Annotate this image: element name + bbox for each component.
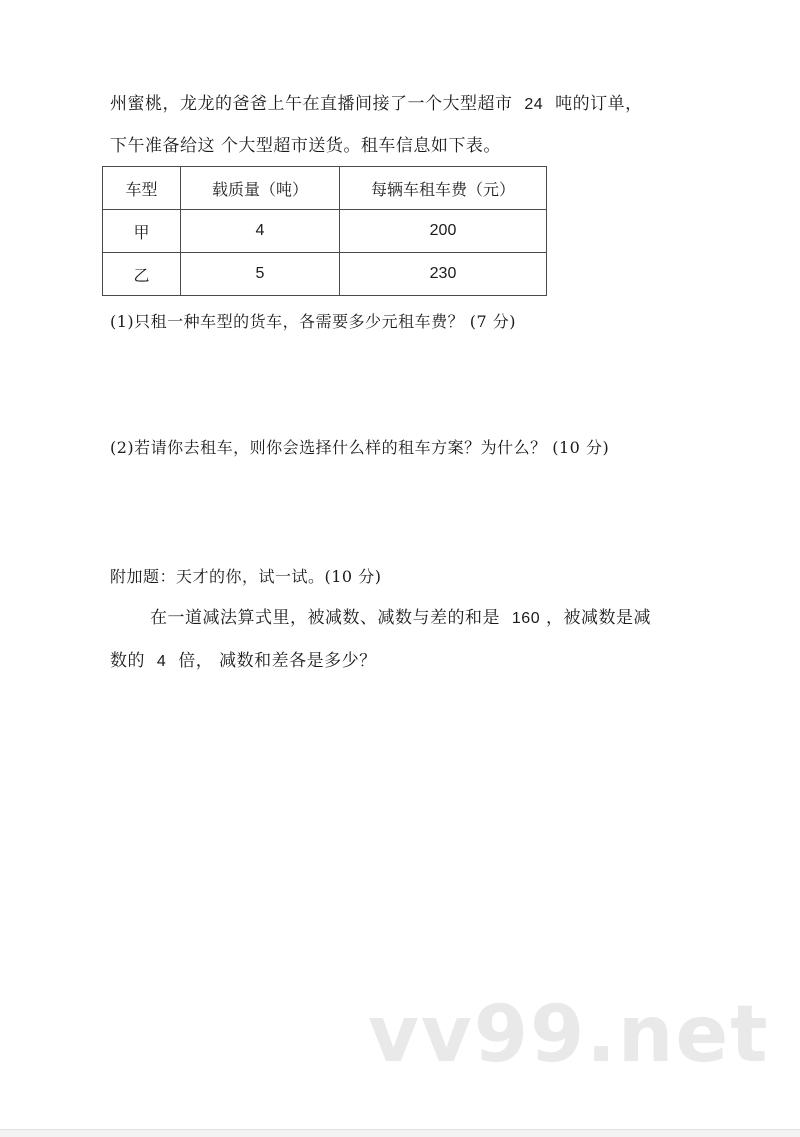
bonus-text: ，被减数是减 — [546, 608, 652, 628]
paragraph-line-1 — [110, 92, 643, 117]
table-cell: 200 — [340, 210, 547, 253]
table-cell: 甲 — [103, 210, 181, 253]
bonus-text: 在一道减法算式里，被减数、减数与差的和是 — [150, 608, 500, 628]
table-cell: 乙 — [103, 253, 181, 296]
paragraph-text: 吨的订单， — [555, 94, 643, 114]
question-2: (2)若请你去租车，则你会选择什么样的租车方案？为什么？ (10 分) — [110, 438, 610, 457]
table-cell: 4 — [181, 210, 340, 253]
bonus-line-2 — [110, 649, 377, 674]
table-row — [103, 210, 547, 253]
table-cell: 230 — [340, 253, 547, 296]
order-quantity: 24 — [524, 96, 544, 113]
bonus-text: 数的 — [110, 651, 145, 671]
watermark: vv99.net — [368, 990, 770, 1080]
table-header-row — [103, 167, 547, 210]
bonus-title: 附加题：天才的你，试一试。(10 分) — [110, 567, 382, 586]
paragraph-text: 州蜜桃，龙龙的爸爸上午在直播间接了一个大型超市 — [110, 94, 513, 114]
table-header-cell: 车型 — [103, 167, 181, 210]
table-header-cell: 载质量（吨） — [181, 167, 340, 210]
bonus-text: 倍， 减数和差各是多少？ — [178, 651, 377, 671]
table-cell: 5 — [181, 253, 340, 296]
multiple-value: 4 — [156, 653, 167, 670]
table-header-cell: 每辆车租车费（元） — [340, 167, 547, 210]
paragraph-line-2: 下午准备给这 个大型超市送货。租车信息如下表。 — [110, 136, 501, 156]
sum-value: 160 — [511, 610, 541, 627]
rental-table — [102, 166, 547, 296]
bonus-line-1 — [150, 606, 651, 631]
question-1: (1)只租一种车型的货车，各需要多少元租车费？ (7 分) — [110, 312, 517, 331]
table-row — [103, 253, 547, 296]
